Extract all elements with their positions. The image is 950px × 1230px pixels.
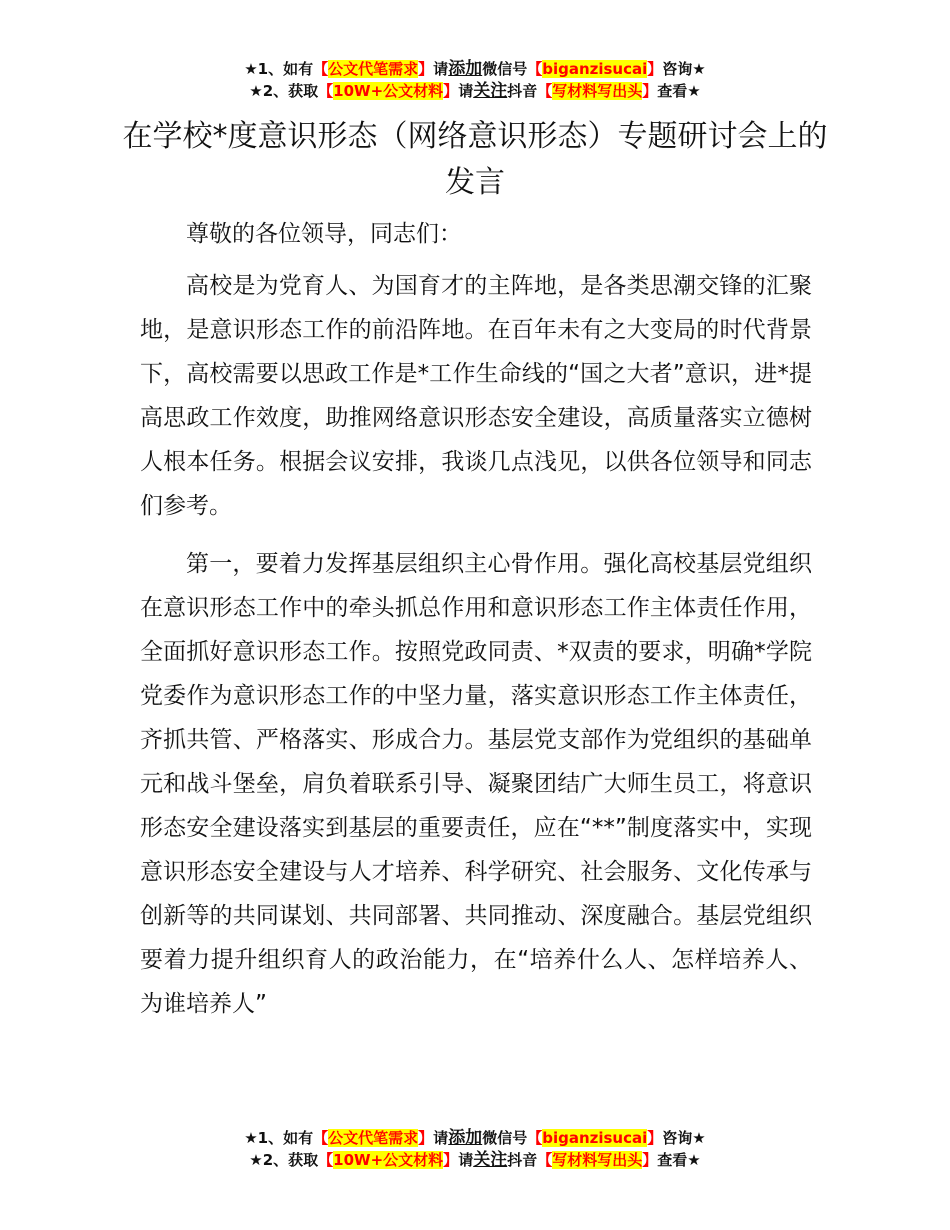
highlight-service: 公文代笔需求 xyxy=(328,1129,419,1147)
document-body xyxy=(140,212,812,1036)
highlight-materials: 10W+公文材料 xyxy=(333,82,444,100)
promo-banner-top xyxy=(0,58,950,102)
highlight-service: 公文代笔需求 xyxy=(328,60,419,78)
promo-line-2: ★2、获取【10W+公文材料】请关注抖音【写材料写出头】查看★ xyxy=(249,81,701,101)
promo-line-1: ★1、如有【公文代笔需求】请添加微信号【biganzisucai】咨询★ xyxy=(244,1128,706,1148)
highlight-douyin: 写材料写出头 xyxy=(552,82,643,100)
promo-line-2: ★2、获取【10W+公文材料】请关注抖音【写材料写出头】查看★ xyxy=(249,1150,701,1170)
salutation: 尊敬的各位领导，同志们： xyxy=(186,221,462,247)
paragraph-1: 高校是为党育人、为国育才的主阵地，是各类思潮交锋的汇聚地，是意识形态工作的前沿阵地。在百年未有之大变局的时代背景下，高校需要以思政工作是*工作生命线的“国之大者”意识，进*提高思政工作效度，助推网络意识形态安全建设，高质量落实立德树人根本任务。根据会议安排，我谈几点浅见，以供各位领导和同志们参考。 xyxy=(140,273,812,519)
highlight-materials: 10W+公文材料 xyxy=(333,1151,444,1169)
promo-banner-bottom xyxy=(0,1127,950,1171)
highlight-wechat-id: biganzisucai xyxy=(542,60,648,78)
highlight-wechat-id: biganzisucai xyxy=(542,1129,648,1147)
highlight-douyin: 写材料写出头 xyxy=(552,1151,643,1169)
promo-line-1: ★1、如有【公文代笔需求】请添加微信号【biganzisucai】咨询★ xyxy=(244,59,706,79)
document-title: 在学校*度意识形态（网络意识形态）专题研讨会上的发言 xyxy=(122,119,828,200)
paragraph-2: 第一，要着力发挥基层组织主心骨作用。强化高校基层党组织在意识形态工作中的牵头抓总作用和意识形态工作主体责任作用，全面抓好意识形态工作。按照党政同责、*双责的要求，明确*学院党委作为意识形态工作的中坚力量，落实意识形态工作主体责任，齐抓共管、严格落实、形成合力。基层党支部作为党组织的基础单元和战斗堡垒，肩负着联系引导、凝聚团结广大师生员工，将意识形态安全建设落实到基层的重要责任，应在“**”制度落实中，实现意识形态安全建设与人才培养、科学研究、社会服务、文化传承与创新等的共同谋划、共同部署、共同推动、深度融合。基层党组织要着力提升组织育人的政治能力，在“培养什么人、怎样培养人、为谁培养人” xyxy=(140,551,812,1017)
